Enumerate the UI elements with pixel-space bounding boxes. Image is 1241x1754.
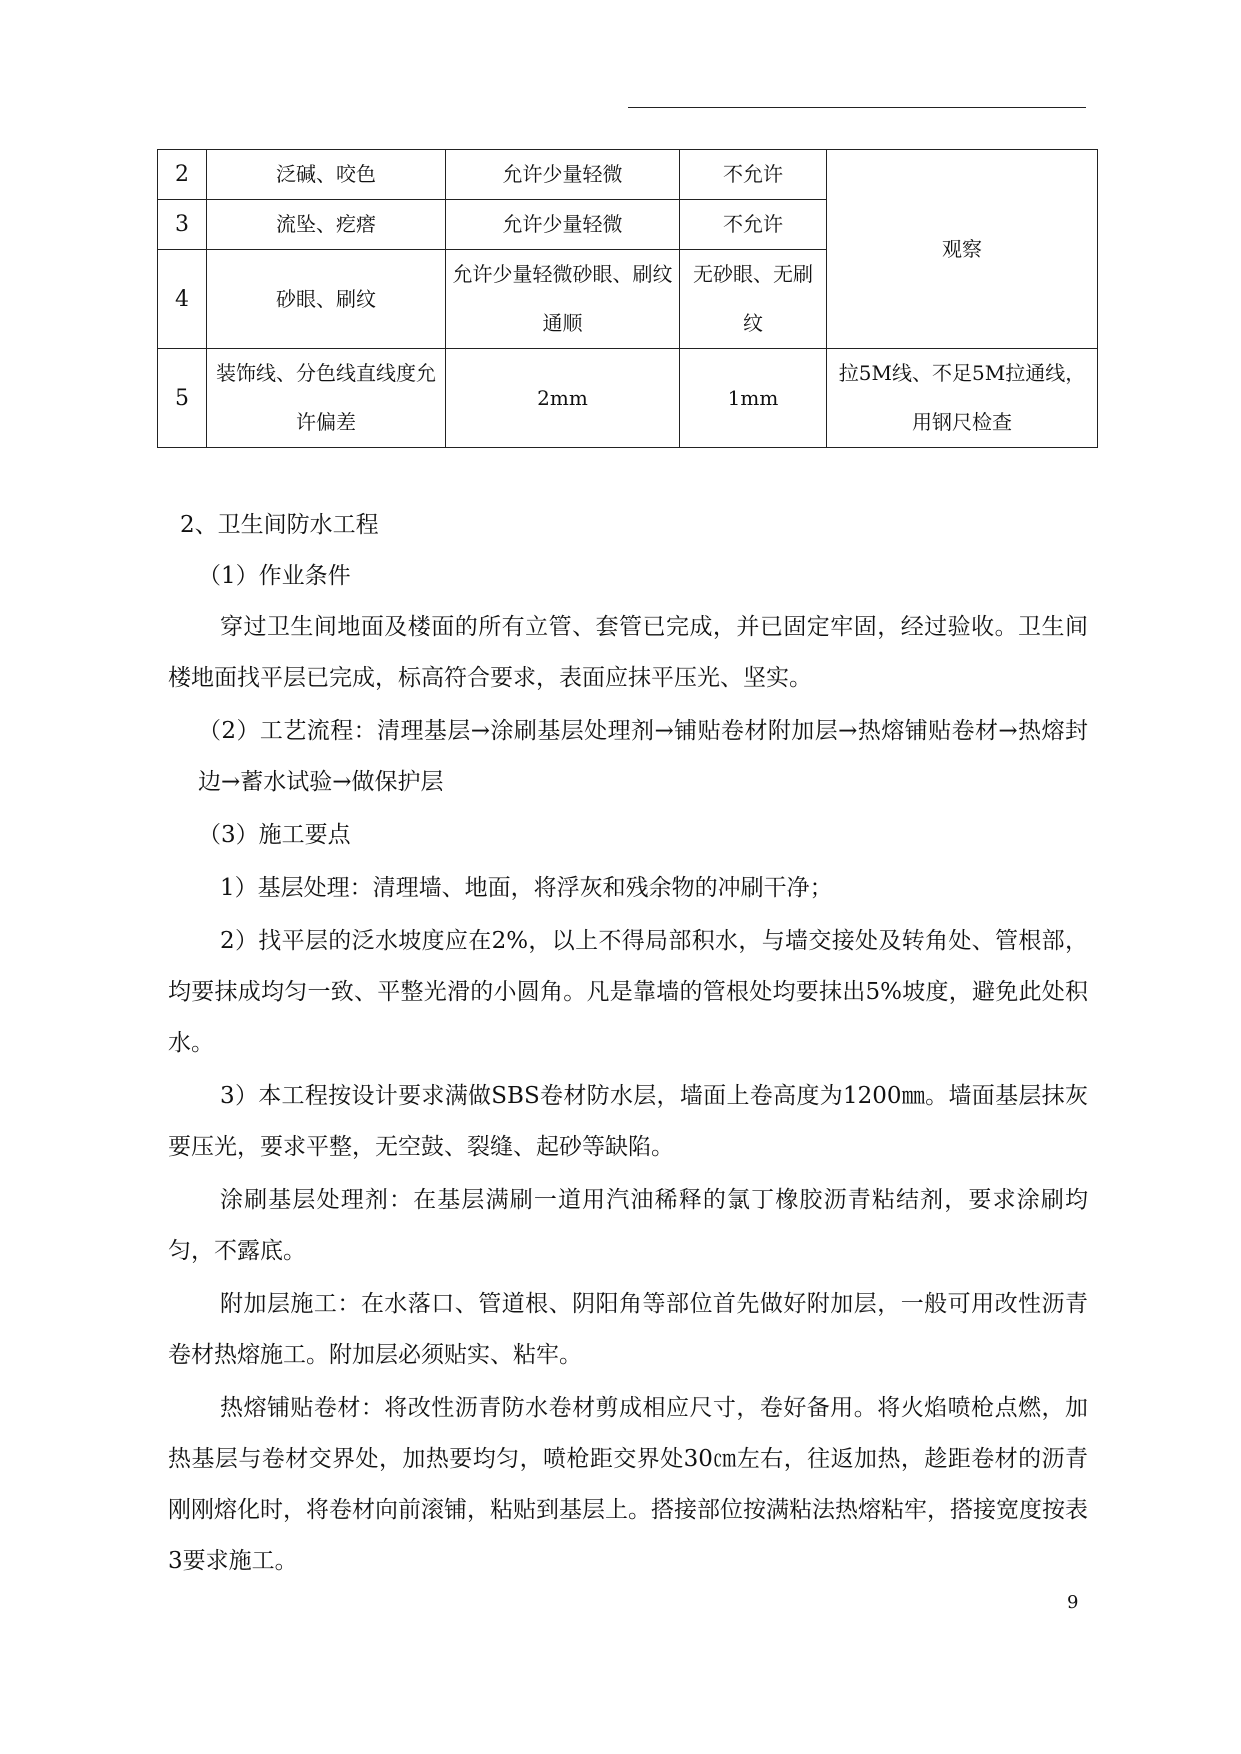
normal-grade-cell: 允许少量轻微 (446, 200, 680, 250)
paragraph-hot-melt: 热熔铺贴卷材：将改性沥青防水卷材剪成相应尺寸，卷好备用。将火焰喷枪点燃，加热基层与卷材交界处，加热要均匀，喷枪距交界处30㎝左右，往返加热，趁距卷材的沥青刚刚熔化时，将卷材向前滚铺，粘贴到基层上。搭接部位按满粘法热熔粘牢，搭接宽度按表3要求施工。 (168, 1395, 1088, 1574)
advanced-grade-cell: 不允许 (680, 150, 827, 200)
advanced-grade-cell: 无砂眼、无刷纹 (680, 250, 827, 349)
row-number: 2 (158, 150, 207, 200)
inspection-method-cell: 观察 (827, 150, 1098, 349)
point-leveling-layer: 2）找平层的泛水坡度应在2%，以上不得局部积水，与墙交接处及转角处、管根部，均要抹成均匀一致、平整光滑的小圆角。凡是靠墙的管根处均要抹出5%坡度，避免此处积水。 (168, 928, 1088, 1056)
subheading-work-conditions: （1）作业条件 (198, 563, 351, 589)
row-number: 5 (158, 349, 207, 448)
paragraph-work-conditions: 穿过卫生间地面及楼面的所有立管、套管已完成，并已固定牢固，经过验收。卫生间楼地面找平层已完成，标高符合要求，表面应抹平压光、坚实。 (168, 614, 1088, 691)
item-cell: 装饰线、分色线直线度允许偏差 (207, 349, 446, 448)
advanced-grade-cell: 不允许 (680, 200, 827, 250)
inspection-method-cell: 拉5M线、不足5M拉通线，用钢尺检查 (827, 349, 1098, 448)
section-heading: 2、卫生间防水工程 (180, 512, 379, 538)
row-number: 4 (158, 250, 207, 349)
point-sbs-membrane: 3）本工程按设计要求满做SBS卷材防水层，墙面上卷高度为1200㎜。墙面基层抹灰要压光，要求平整，无空鼓、裂缝、起砂等缺陷。 (168, 1083, 1088, 1160)
paragraph-process-flow: （2）工艺流程：清理基层→涂刷基层处理剂→铺贴卷材附加层→热熔铺贴卷材→热熔封边→蓄水试验→做保护层 (198, 718, 1088, 795)
page-number: 9 (1067, 1592, 1079, 1613)
paragraph-additional-layer: 附加层施工：在水落口、管道根、阴阳角等部位首先做好附加层，一般可用改性沥青卷材热熔施工。附加层必须贴实、粘牢。 (168, 1291, 1088, 1368)
advanced-grade-cell: 1mm (680, 349, 827, 448)
normal-grade-cell: 允许少量轻微 (446, 150, 680, 200)
item-cell: 泛碱、咬色 (207, 150, 446, 200)
normal-grade-cell: 允许少量轻微砂眼、刷纹通顺 (446, 250, 680, 349)
subheading-key-points: （3）施工要点 (198, 822, 351, 848)
paragraph-primer: 涂刷基层处理剂：在基层满刷一道用汽油稀释的氯丁橡胶沥青粘结剂，要求涂刷均匀，不露底。 (168, 1187, 1088, 1264)
normal-grade-cell: 2mm (446, 349, 680, 448)
body-text (168, 500, 1088, 1587)
quality-standard-table (157, 149, 1098, 448)
header-rule (628, 107, 1086, 108)
table-row (158, 349, 1098, 448)
item-cell: 流坠、疙瘩 (207, 200, 446, 250)
table-row (158, 150, 1098, 200)
point-base-treatment: 1）基层处理：清理墙、地面，将浮灰和残余物的冲刷干净； (220, 875, 833, 901)
item-cell: 砂眼、刷纹 (207, 250, 446, 349)
row-number: 3 (158, 200, 207, 250)
